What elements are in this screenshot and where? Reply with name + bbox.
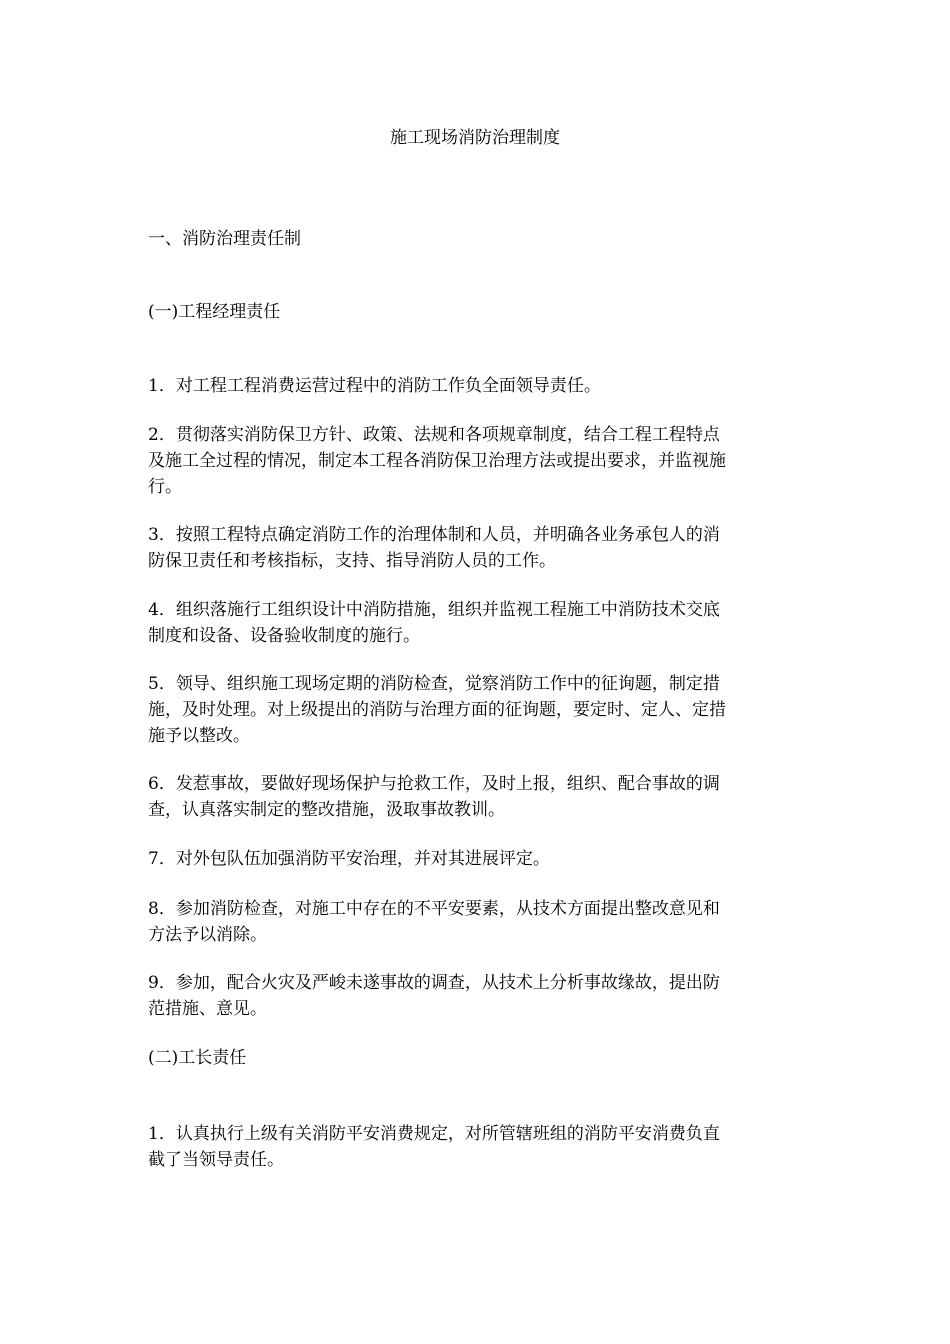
paragraph-line: 5．领导、组织施工现场定期的消防检查，觉察消防工作中的征询题，制定措	[148, 674, 720, 694]
paragraph-line: 1．对工程工程消费运营过程中的消防工作负全面领导责任。	[148, 376, 601, 396]
paragraph-line: 及施工全过程的情况，制定本工程各消防保卫治理方法或提出要求，并监视施	[148, 451, 726, 471]
document-title: 施工现场消防治理制度	[390, 128, 560, 148]
paragraph-line: 8．参加消防检查，对施工中存在的不平安要素，从技术方面提出整改意见和	[148, 899, 720, 919]
paragraph-line: 施，及时处理。对上级提出的消防与治理方面的征询题，要定时、定人、定措	[148, 700, 726, 720]
paragraph-line: 查，认真落实制定的整改措施，汲取事故教训。	[148, 800, 505, 820]
paragraph-line: 施予以整改。	[148, 726, 250, 746]
paragraph-line: 3．按照工程特点确定消防工作的治理体制和人员，并明确各业务承包人的消	[148, 525, 720, 545]
paragraph-line: 截了当领导责任。	[148, 1150, 284, 1170]
subsection-heading-project-manager: (一)工程经理责任	[148, 302, 281, 322]
subsection-heading-foreman: (二)工长责任	[148, 1048, 247, 1068]
paragraph-line: 7．对外包队伍加强消防平安治理，并对其进展评定。	[148, 849, 550, 869]
paragraph-line: 制度和设备、设备验收制度的施行。	[148, 626, 420, 646]
paragraph-line: 9．参加，配合火灾及严峻未遂事故的调查，从技术上分析事故缘故，提出防	[148, 973, 720, 993]
paragraph-line: 4．组织落施行工组织设计中消防措施，组织并监视工程施工中消防技术交底	[148, 600, 720, 620]
paragraph-line: 1．认真执行上级有关消防平安消费规定，对所管辖班组的消防平安消费负直	[148, 1124, 720, 1144]
paragraph-line: 范措施、意见。	[148, 999, 267, 1019]
paragraph-line: 行。	[148, 477, 182, 497]
paragraph-line: 方法予以消除。	[148, 925, 267, 945]
section-heading: 一、消防治理责任制	[148, 229, 301, 249]
paragraph-line: 6．发惹事故，要做好现场保护与抢救工作，及时上报，组织、配合事故的调	[148, 774, 720, 794]
paragraph-line: 防保卫责任和考核指标，支持、指导消防人员的工作。	[148, 551, 556, 571]
paragraph-line: 2．贯彻落实消防保卫方针、政策、法规和各项规章制度，结合工程工程特点	[148, 425, 720, 445]
